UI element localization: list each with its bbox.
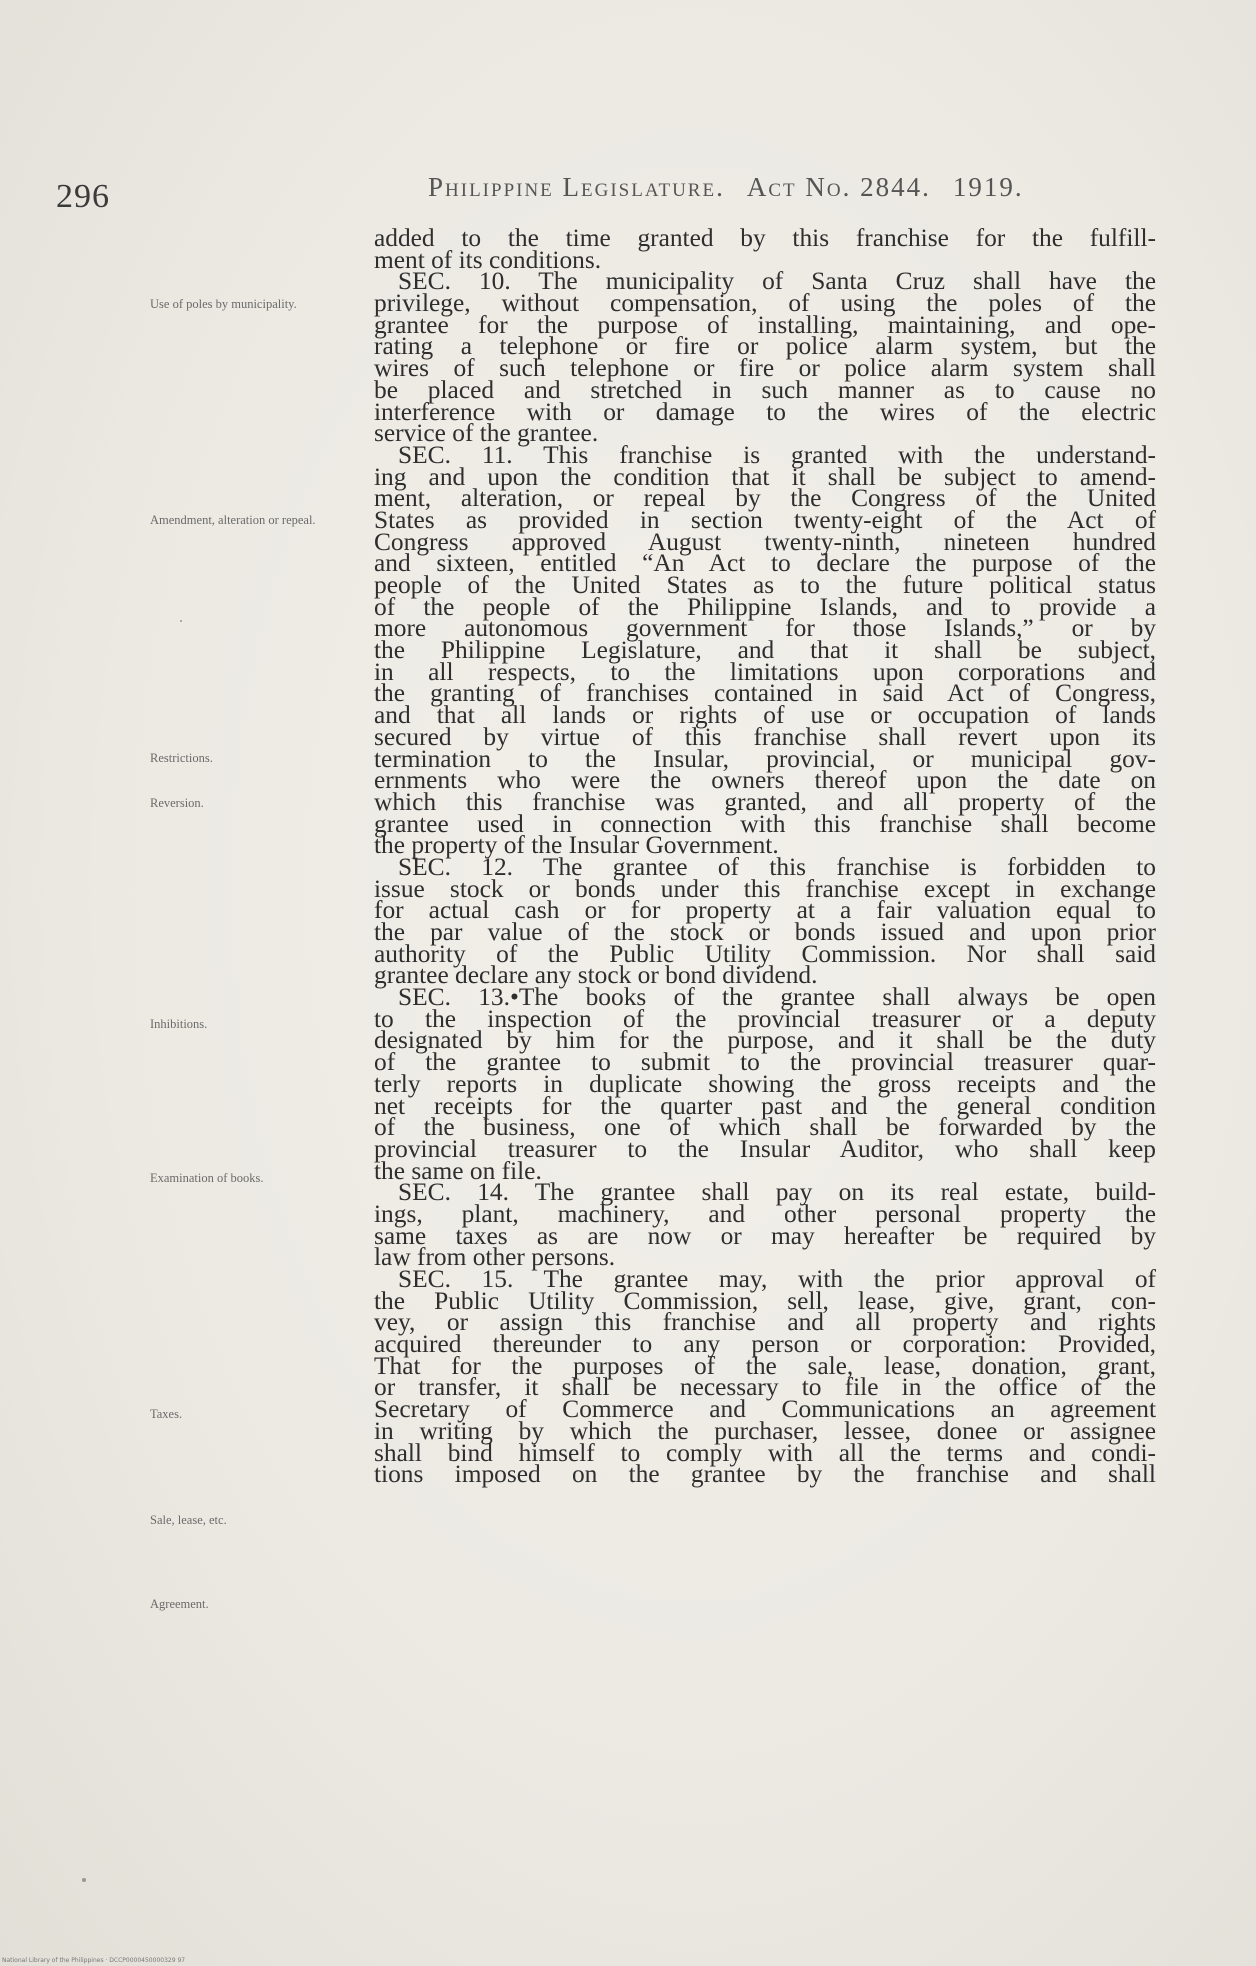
running-head-act: Act No. 2844. — [746, 172, 931, 202]
text-line: secured by virtue of this franchise shall revert upon its — [374, 722, 1156, 751]
text-line: provincial treasurer to the Insular Auditor, who shall keep — [374, 1134, 1156, 1163]
text-line: ings, plant, machinery, and other personal property the — [374, 1199, 1156, 1228]
text-line: the Philippine Legislature, and that it shall be subject, — [374, 636, 1156, 665]
text-line: law from other persons. — [374, 1243, 616, 1272]
text-line: grantee used in connection with this franchise shall become — [374, 809, 1156, 838]
text-line: the same on file. — [374, 1156, 542, 1185]
margin-note-inhibitions: Inhibitions. — [150, 1017, 208, 1031]
body-text — [374, 224, 1156, 1489]
margin-note-sale-lease: Sale, lease, etc. — [150, 1513, 227, 1527]
text-line: ment, alteration, or repeal by the Congress of the United — [374, 484, 1156, 513]
margin-note-taxes: Taxes. — [150, 1407, 183, 1421]
text-line: SEC. 15. The grantee may, with the prior approval of — [398, 1265, 1156, 1293]
text-line: SEC. 13.•The books of the grantee shall always be open — [398, 983, 1156, 1012]
margin-note-amendment: Amendment, alteration or repeal. — [150, 513, 316, 527]
text-line: added to the time granted by this franchise for the fulfill- — [374, 224, 1156, 252]
text-line: and sixteen, entitled “An Act to declare the purpose of the — [374, 549, 1156, 578]
text-line: Secretary of Commerce and Communications an agreement — [374, 1395, 1156, 1424]
text-line: the granting of franchises contained in said Act of Congress, — [374, 679, 1156, 708]
text-line: interference with or damage to the wires of the electric — [374, 397, 1156, 426]
text-line: acquired thereunder to any person or corporation: Provided, — [374, 1330, 1156, 1359]
text-line: in writing by which the purchaser, lessee, donee or assignee — [374, 1416, 1156, 1445]
text-line: and that all lands or rights of use or occupation of lands — [374, 701, 1156, 730]
margin-note-examination: Examination of books. — [150, 1171, 264, 1185]
text-line: service of the grantee. — [374, 419, 599, 448]
paper-speck — [82, 1878, 86, 1882]
text-line: That for the purposes of the sale, lease, donation, grant, — [374, 1351, 1156, 1380]
text-line: for actual cash or for property at a fair valuation equal to — [374, 896, 1156, 925]
running-head — [428, 172, 1024, 203]
text-line: grantee for the purpose of installing, maintaining, and ope- — [374, 310, 1156, 339]
text-line: of the grantee to submit to the provincial treasurer quar- — [374, 1048, 1156, 1077]
margin-note-restrictions: Restrictions. — [150, 751, 213, 765]
text-line: terly reports in duplicate showing the gross receipts and the — [374, 1069, 1156, 1098]
text-line: people of the United States as to the future political status — [374, 571, 1156, 599]
text-line: rating a telephone or fire or police alarm system, but the — [374, 332, 1156, 361]
text-line: the Public Utility Commission, sell, lease, give, grant, con- — [374, 1286, 1156, 1315]
text-line: tions imposed on the grantee by the franchise and shall — [374, 1460, 1156, 1489]
text-line: privilege, without compensation, of using the poles of the — [374, 289, 1156, 318]
text-line: grantee declare any stock or bond dividend. — [374, 961, 818, 990]
text-line: ing and upon the condition that it shall be subject to amend- — [374, 462, 1156, 491]
text-line: wires of such telephone or fire or police alarm system shall — [374, 354, 1156, 383]
text-line: SEC. 11. This franchise is granted with the understand- — [398, 440, 1156, 469]
scan-footer: National Library of the Philippines · DCCP0000450000329 97 — [2, 1957, 186, 1964]
text-line: same taxes as are now or may hereafter be required by — [374, 1221, 1156, 1250]
text-line: SEC. 10. The municipality of Santa Cruz shall have the — [398, 267, 1156, 296]
text-line: more autonomous government for those Islands,” or by — [374, 614, 1156, 643]
text-line: ernments who were the owners thereof upon the date on — [374, 766, 1156, 795]
margin-note-use-of-poles: Use of poles by municipality. — [150, 297, 297, 311]
text-line: the property of the Insular Government. — [374, 831, 779, 860]
margin-note-agreement: Agreement. — [150, 1597, 209, 1611]
text-line: designated by him for the purpose, and it shall be the duty — [374, 1026, 1156, 1055]
page-number: 296 — [56, 178, 110, 215]
text-line: SEC. 12. The grantee of this franchise is forbidden to — [398, 852, 1156, 881]
text-line: Congress approved August twenty-ninth, nineteen hundred — [374, 527, 1156, 556]
margin-note-reversion: Reversion. — [150, 796, 204, 810]
text-line: which this franchise was granted, and all property of the — [374, 787, 1156, 816]
text-line: shall bind himself to comply with all the terms and condi- — [374, 1438, 1156, 1467]
paper-speck — [180, 620, 182, 622]
text-line: issue stock or bonds under this franchise except in exchange — [374, 874, 1156, 903]
text-line: ment of its conditions. — [374, 245, 602, 274]
text-line: States as provided in section twenty-eight of the Act of — [374, 505, 1156, 534]
running-head-title: Philippine Legislature. — [428, 172, 725, 202]
running-head-year: 1919. — [952, 172, 1024, 202]
text-line: authority of the Public Utility Commission. Nor shall said — [374, 939, 1156, 968]
text-line: of the people of the Philippine Islands, and to provide a — [374, 592, 1156, 621]
text-line: of the business, one of which shall be forwarded by the — [374, 1113, 1156, 1142]
text-line: to the inspection of the provincial treasurer or a deputy — [374, 1004, 1156, 1033]
text-line: net receipts for the quarter past and the general condition — [374, 1091, 1156, 1120]
text-line: in all respects, to the limitations upon corporations and — [374, 657, 1156, 686]
text-line: SEC. 14. The grantee shall pay on its real estate, build- — [398, 1178, 1156, 1207]
text-line: vey, or assign this franchise and all property and rights — [374, 1308, 1156, 1337]
text-line: be placed and stretched in such manner as to cause no — [374, 375, 1156, 404]
text-line: termination to the Insular, provincial, or municipal gov- — [374, 744, 1156, 773]
text-line: or transfer, it shall be necessary to file in the office of the — [374, 1373, 1156, 1402]
text-line: the par value of the stock or bonds issued and upon prior — [374, 918, 1156, 946]
